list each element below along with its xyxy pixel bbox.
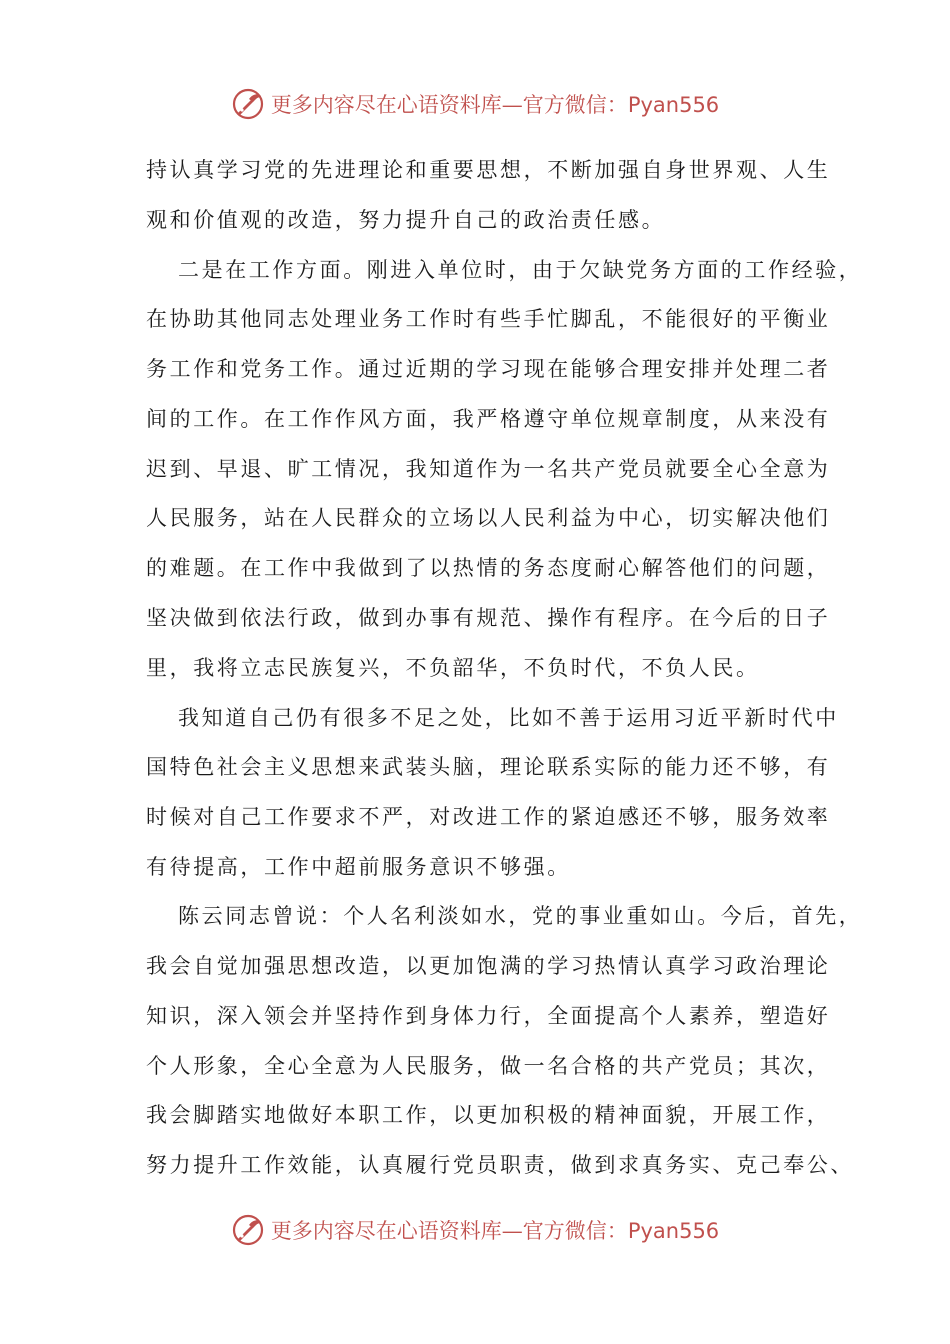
header-banner-account: Pyan556 xyxy=(627,93,720,117)
text-line: 个人形象，全心全意为人民服务，做一名合格的共产党员；其次， xyxy=(146,1054,831,1078)
text-line: 有待提高，工作中超前服务意识不够强。 xyxy=(146,855,571,879)
text-line: 我会自觉加强思想改造，以更加饱满的学习热情认真学习政治理论 xyxy=(146,954,831,978)
text-line: 知识，深入领会并坚持作到身体力行，全面提高个人素养，塑造好 xyxy=(146,1004,831,1028)
text-line: 里，我将立志民族复兴，不负韶华，不负时代，不负人民。 xyxy=(146,656,760,680)
text-line: 国特色社会主义思想来武装头脑，理论联系实际的能力还不够，有 xyxy=(146,755,831,779)
footer-banner-label: 更多内容尽在心语资料库—官方微信： xyxy=(270,1219,628,1243)
text-line: 持认真学习党的先进理论和重要思想，不断加强自身世界观、人生 xyxy=(146,158,831,182)
footer-banner-text xyxy=(271,1215,719,1245)
text-line: 坚决做到依法行政，做到办事有规范、操作有程序。在今后的日子 xyxy=(146,606,831,630)
header-banner xyxy=(0,84,950,124)
text-line: 务工作和党务工作。通过近期的学习现在能够合理安排并处理二者 xyxy=(146,357,831,381)
text-line: 观和价值观的改造，努力提升自己的政治责任感。 xyxy=(146,208,666,232)
text-line: 努力提升工作效能，认真履行党员职责，做到求真务实、克己奉公、 xyxy=(146,1153,854,1177)
text-line: 在协助其他同志处理业务工作时有些手忙脚乱，不能很好的平衡业 xyxy=(146,307,831,331)
text-line: 我会脚踏实地做好本职工作，以更加积极的精神面貌，开展工作， xyxy=(146,1103,831,1127)
footer-banner-account: Pyan556 xyxy=(627,1219,720,1243)
text-line: 时候对自己工作要求不严，对改进工作的紧迫感还不够，服务效率 xyxy=(146,805,831,829)
header-banner-label: 更多内容尽在心语资料库—官方微信： xyxy=(270,93,628,117)
pen-nib-logo-icon xyxy=(231,87,265,121)
paragraph-start-line: 我知道自己仍有很多不足之处，比如不善于运用习近平新时代中 xyxy=(178,706,839,730)
footer-banner xyxy=(0,1210,950,1250)
text-line: 的难题。在工作中我做到了以热情的务态度耐心解答他们的问题， xyxy=(146,556,831,580)
header-banner-text xyxy=(271,89,719,119)
text-line: 间的工作。在工作作风方面，我严格遵守单位规章制度，从来没有 xyxy=(146,407,831,431)
text-line: 迟到、早退、旷工情况，我知道作为一名共产党员就要全心全意为 xyxy=(146,457,831,481)
paragraph-start-line: 二是在工作方面。刚进入单位时，由于欠缺党务方面的工作经验， xyxy=(178,258,863,282)
paragraph-start-line: 陈云同志曾说：个人名利淡如水，党的事业重如山。今后，首先， xyxy=(178,904,863,928)
pen-nib-logo-icon xyxy=(231,1213,265,1247)
text-line: 人民服务，站在人民群众的立场以人民利益为中心，切实解决他们 xyxy=(146,506,831,530)
